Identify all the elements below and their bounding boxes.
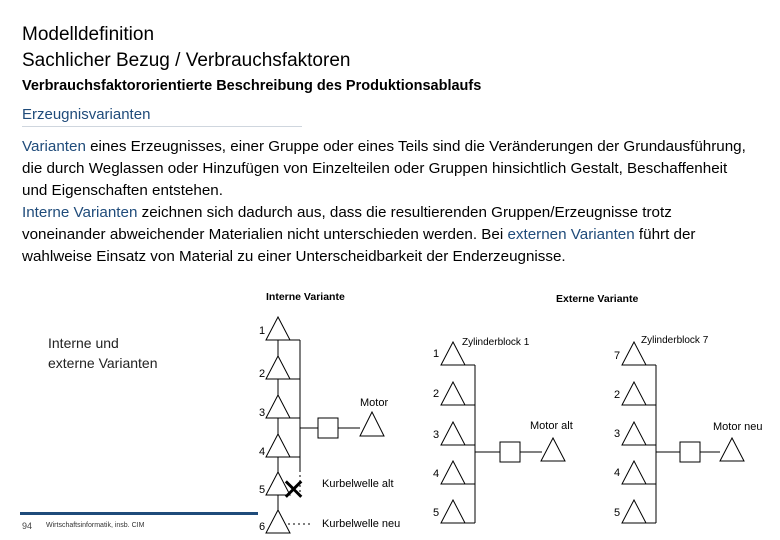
zylinderblock-7-label: Zylinderblock 7 [641,335,709,346]
caption-line-1: Interne und [48,335,119,351]
internal-number-6: 6 [259,521,266,533]
triangle-part-2 [266,356,290,379]
triangle-motor-neu [720,438,744,461]
term-interne-varianten: Interne Varianten [22,204,138,221]
page-title-line2: Sachlicher Bezug / Verbrauchsfaktoren [22,50,351,71]
triangle-block1-2 [441,382,465,405]
internal-number-5: 5 [259,484,266,496]
cross-icon: ✕ [281,474,307,507]
motor-alt-label: Motor alt [530,420,573,432]
block7-number-4: 4 [614,467,621,479]
internal-number-1: 1 [259,325,266,337]
block1-number-5: 5 [433,507,440,519]
kurbelwelle-neu-label: Kurbelwelle neu [322,518,401,530]
motor-neu-label: Motor neu [713,421,763,433]
box-module [318,418,338,438]
body-text-1: eines Erzeugnisses, einer Gruppe oder eines Teils sind die Veränderungen der Grundausführung, die durch Weglassen oder Hinzufügen von Einzelteilen oder Gruppen hinsichtlich Gestalt, Beschaffenheit und Eigenschaften entstehen. [22,138,746,199]
triangle-part-3 [266,395,290,418]
block7-number-1: 7 [614,350,621,362]
block7-number-3: 3 [614,428,621,440]
kurbelwelle-alt-label: Kurbelwelle alt [322,478,394,490]
internal-variant-title: Interne Variante [266,291,345,303]
footer-divider [20,512,258,515]
internal-number-4: 4 [259,446,266,458]
block1-number-1: 1 [433,348,440,360]
page-number: 94 [22,521,33,531]
internal-number-3: 3 [259,407,266,419]
triangle-block7-2 [622,382,646,405]
triangle-block7-5 [622,500,646,523]
page-title: Modelldefinition [22,24,155,45]
zylinderblock-1-label: Zylinderblock 1 [462,337,530,348]
triangle-motor [360,412,384,436]
triangle-block1-3 [441,422,465,445]
footer-text: Wirtschaftsinformatik, insb. CIM [46,522,145,529]
body-text-3: führt der wahlweise Einsatz von Material zu einer Unterscheidbarkeit der Enderzeugnisse. [22,226,696,265]
internal-number-2: 2 [259,368,266,380]
term-varianten: Varianten [22,138,86,155]
triangle-motor-alt [541,438,565,461]
box-block1 [500,442,520,462]
page-subtitle: Verbrauchsfaktororientierte Beschreibung des Produktionsablaufs [22,78,482,94]
block1-number-3: 3 [433,429,440,441]
triangle-block1-5 [441,500,465,523]
block1-number-2: 2 [433,388,440,400]
caption-line-2: externe Varianten [48,355,158,371]
triangle-part-6 [266,510,290,533]
block7-number-2: 2 [614,389,621,401]
term-externe-varianten: externen Varianten [507,226,635,243]
motor-label: Motor [360,397,389,409]
body-text-2: zeichnen sich dadurch aus, dass die resultierenden Gruppen/Erzeugnisse trotz voneinander abweichender Materialien nicht unterschieden werden. Bei [22,204,672,243]
box-block7 [680,442,700,462]
section-heading: Erzeugnisvarianten [22,106,151,123]
triangle-part-4 [266,434,290,457]
triangle-block7-3 [622,422,646,445]
triangle-block1-4 [441,461,465,484]
triangle-block7-4 [622,461,646,484]
triangle-part-1 [266,317,290,340]
block1-number-4: 4 [433,468,440,480]
external-variant-title: Externe Variante [556,293,639,305]
block7-number-5: 5 [614,507,621,519]
